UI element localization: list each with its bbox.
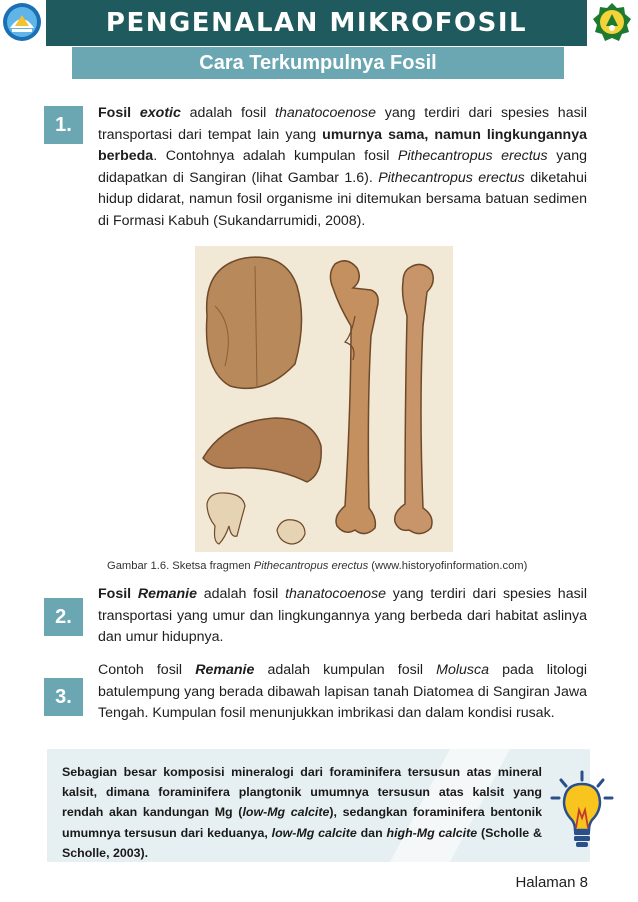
text-segment: thanatocoenose [275, 105, 376, 121]
text-segment: ), sedangkan foraminifera bentonik umumnya tersusun dari keduanya, [62, 805, 542, 840]
item-number-2: 2. [44, 598, 83, 636]
section-subtitle: Cara Terkumpulnya Fosil [199, 52, 437, 74]
text-segment: Contoh fosil [98, 662, 196, 678]
text-segment: yang terdiri dari spesies hasil transportasi yang umur dan lingkungannya yang berbeda dari habitat aslinya dan umur hidupnya. [98, 586, 587, 646]
text-segment: high-Mg calcite [386, 825, 478, 840]
lightbulb-icon [549, 770, 615, 854]
text-segment: (www.historyofinformation.com) [368, 560, 528, 572]
paragraph-fosil-remanie [98, 584, 587, 649]
text-segment: adalah fosil [180, 105, 276, 121]
text-segment: dan [356, 825, 387, 840]
text-segment: Pithecantropus erectus [253, 560, 369, 572]
text-segment: Remanie [195, 662, 255, 678]
item-number-1: 1. [44, 106, 83, 144]
text-segment: adalah kumpulan fosil [254, 662, 437, 678]
text-segment: yang terdiri dari spesies hasil transportasi dari tempat lain yang [98, 105, 587, 143]
pithecantropus-fossil-sketch [195, 246, 453, 552]
text-segment: low-Mg calcite [271, 825, 357, 840]
figure-caption [107, 558, 547, 574]
text-segment: (Scholle & Scholle, 2003). [62, 825, 542, 860]
text-segment: umurnya sama, namun lingkungannya berbeda [98, 126, 587, 165]
text-segment: Fosil [98, 586, 138, 602]
paragraph-fosil-exotic [98, 103, 587, 233]
text-segment: exotic [139, 105, 181, 121]
info-note-text [62, 762, 542, 863]
page-title: PENGENALAN MIKROFOSIL [105, 8, 528, 38]
text-segment: . Contohnya adalah kumpulan fosil [153, 148, 398, 165]
text-segment: adalah fosil [197, 586, 286, 602]
text-segment: Pithecantropus erectus [378, 169, 525, 186]
text-segment: Remanie [137, 586, 197, 602]
tut-wuri-handayani-logo [2, 2, 42, 42]
text-segment: Gambar 1.6. Sketsa fragmen [107, 560, 254, 572]
paragraph-contoh-remanie [98, 660, 587, 725]
text-segment: diketahui hidup didarat, namun fosil organisme ini ditemukan bersama batuan sedimen di Formasi Kabuh (Sukandarrumidi, 2008). [98, 169, 587, 229]
text-segment: thanatocoenose [285, 586, 387, 602]
page-number: Halaman 8 [515, 874, 588, 891]
text-segment: Pithecantropus erectus [397, 148, 548, 165]
text-segment: yang didapatkan di Sangiran (lihat Gambar 1.6). [98, 148, 587, 186]
text-segment: Fosil [98, 105, 140, 121]
text-segment: Sebagian besar komposisi mineralogi dari foraminifera tersusun atas mineral kalsit, dimana foraminifera plangtonik umumnya tersusun atas kalsit yang rendah akan kandungan Mg ( [62, 765, 542, 820]
text-segment: pada litologi batulempung yang berada dibawah lapisan tanah Diatomea di Sangiran Jawa Tengah. Kumpulan fosil menunjukkan imbrikasi dan dalam kondisi rusak. [98, 662, 587, 722]
text-segment: low-Mg calcite [242, 805, 330, 820]
kemenag-logo [592, 2, 632, 42]
item-number-3: 3. [44, 678, 83, 716]
text-segment: Molusca [436, 662, 489, 678]
